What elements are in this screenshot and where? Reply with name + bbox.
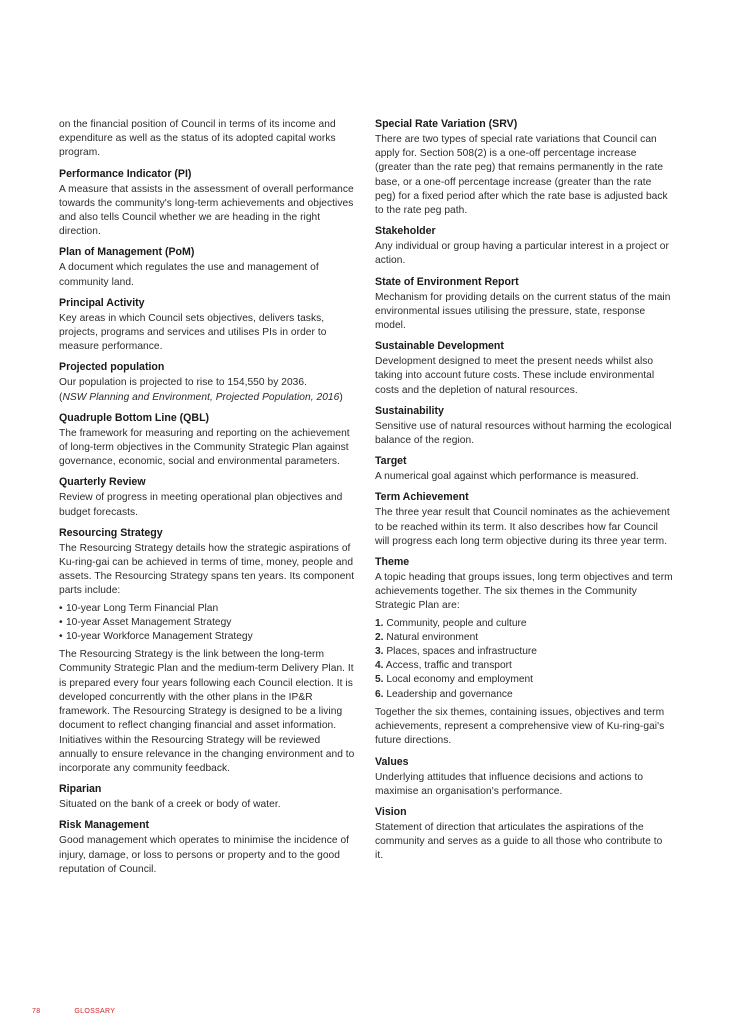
- component-list: [59, 602, 357, 645]
- glossary-entry-continued: [59, 118, 357, 161]
- continued-definition: on the financial position of Council in terms of its income and expenditure as well as the status of its adopted capital works program.: [59, 119, 336, 159]
- glossary-entry-plan-of-management: [59, 246, 357, 289]
- term-heading: Plan of Management (PoM): [59, 246, 195, 259]
- term-heading: Risk Management: [59, 819, 150, 832]
- themes-list: [375, 617, 673, 702]
- glossary-entry-principal-activity: [59, 297, 357, 355]
- glossary-entry-performance-indicator: [59, 168, 357, 240]
- glossary-entry-term-achievement: [375, 491, 673, 549]
- term-definition: A topic heading that groups issues, long term objectives and term achievements together. The six themes in the Community Strategic Plan are:: [375, 572, 673, 612]
- list-item: [375, 659, 673, 673]
- glossary-entry-resourcing-strategy: [59, 527, 357, 776]
- glossary-right-column: [375, 118, 673, 871]
- page-footer: [32, 1008, 115, 1015]
- term-definition: Development designed to meet the present needs whilst also taking into account future costs. These include environmental costs and the depletion of natural resources.: [375, 356, 655, 396]
- list-item-text: Access, traffic and transport: [385, 660, 512, 672]
- term-definition: Review of progress in meeting operational plan objectives and budget forecasts.: [59, 492, 343, 518]
- term-heading: Riparian: [59, 783, 102, 796]
- list-number: 3.: [375, 646, 384, 658]
- term-heading: Resourcing Strategy: [59, 526, 163, 539]
- list-item: [375, 631, 673, 645]
- term-heading: State of Environment Report: [375, 275, 519, 288]
- term-definition: The Resourcing Strategy details how the strategic aspirations of Ku-ring-gai can be achieved in terms of time, money, people and assets. The Resourcing Strategy spans ten years. Its component parts include:: [59, 542, 355, 597]
- term-definition: The framework for measuring and reporting on the achievement of long-term objectives in the Community Strategic Plan against governance, economic, social and environmental parameters.: [59, 427, 350, 468]
- glossary-entry-values: [375, 756, 673, 799]
- list-item: [375, 688, 673, 702]
- list-item-text: Places, spaces and infrastructure: [386, 646, 537, 658]
- list-number: 4.: [375, 660, 384, 672]
- term-heading: Values: [375, 755, 409, 768]
- list-item: [59, 602, 357, 616]
- term-heading: Principal Activity: [59, 296, 145, 309]
- bullet: •: [59, 602, 63, 614]
- glossary-entry-sustainability: [375, 405, 673, 448]
- list-item: [59, 630, 357, 644]
- term-heading: Term Achievement: [375, 491, 469, 504]
- section-label: GLOSSARY: [74, 1008, 116, 1015]
- term-heading: Quadruple Bottom Line (QBL): [59, 411, 210, 424]
- glossary-entry-vision: [375, 806, 673, 864]
- term-definition: There are two types of special rate variations that Council can apply for. Section 508(2) is a one-off percentage increase (greater than the rate peg) that remains permanently in the rate base, or a one-off percentage increase (greater than the rate peg) for a fixed period after which the rate base is adjusted back to the rate peg path.: [375, 134, 668, 217]
- term-definition: Sensitive use of natural resources without harming the ecological balance of the region.: [375, 420, 672, 447]
- bullet: •: [59, 631, 63, 643]
- close-paren: ): [339, 391, 343, 403]
- glossary-entry-state-of-environment-report: [375, 276, 673, 334]
- glossary-entry-risk-management: [59, 819, 357, 877]
- term-heading: Target: [375, 455, 407, 468]
- glossary-entry-quarterly-review: [59, 476, 357, 519]
- glossary-entry-stakeholder: [375, 225, 673, 268]
- term-heading: Projected population: [59, 361, 165, 374]
- bullet: •: [59, 616, 63, 628]
- definition-text: Our population is projected to rise to 154,550 by 2036.: [59, 377, 307, 389]
- term-heading: Stakeholder: [375, 225, 436, 238]
- glossary-entry-quadruple-bottom-line: [59, 412, 357, 470]
- glossary-entry-theme: [375, 556, 673, 748]
- term-heading: Special Rate Variation (SRV): [375, 118, 518, 130]
- list-item-text: Natural environment: [386, 631, 479, 643]
- list-number: 5.: [375, 674, 384, 686]
- list-item-text: 10-year Workforce Management Strategy: [66, 631, 253, 643]
- glossary-entry-projected-population: [59, 361, 357, 404]
- source-citation: NSW Planning and Environment, Projected Population, 2016: [62, 391, 340, 403]
- term-heading: Theme: [375, 556, 410, 569]
- term-definition-continued: The Resourcing Strategy is the link between the long-term Community Strategic Plan and the medium-term Delivery Plan. It is prepared every four years following each Council election. It is developed concurrently with the other plans in the IP&R framework. The Resourcing Strategy is designed to be a living document to reflect changing financial and asset information. Initiatives within the Resourcing Strategy will be reviewed annually to ensure relevance in the changing environment and to incorporate any community feedback.: [59, 649, 355, 774]
- list-item: [59, 616, 357, 630]
- list-item-text: Local economy and employment: [386, 674, 534, 686]
- term-heading: Sustainable Development: [375, 340, 504, 353]
- glossary-entry-target: [375, 455, 673, 484]
- term-definition: [59, 376, 357, 404]
- term-definition: A document which regulates the use and management of community land.: [59, 262, 319, 288]
- list-item: [375, 617, 673, 631]
- term-definition: Good management which operates to minimise the incidence of injury, damage, or loss to persons or property and to the good reputation of Council.: [59, 835, 350, 875]
- term-definition: Situated on the bank of a creek or body of water.: [59, 799, 281, 811]
- term-definition: A numerical goal against which performance is measured.: [375, 471, 639, 483]
- list-number: 2.: [375, 631, 384, 643]
- list-item-text: 10-year Long Term Financial Plan: [66, 602, 219, 614]
- open-paren: (: [59, 391, 63, 403]
- term-heading: Performance Indicator (PI): [59, 167, 192, 180]
- term-heading: Sustainability: [375, 404, 444, 417]
- list-item-text: Community, people and culture: [386, 617, 527, 629]
- glossary-entry-special-rate-variation: [375, 118, 673, 218]
- glossary-entry-riparian: [59, 783, 357, 812]
- list-item-text: 10-year Asset Management Strategy: [66, 616, 232, 628]
- list-item: [375, 673, 673, 687]
- list-item: [375, 645, 673, 659]
- term-heading: Vision: [375, 805, 407, 818]
- term-definition: A measure that assists in the assessment of overall performance towards the community's long-term achievements and objectives and also tells Council whether we are heading in the right direction.: [59, 183, 354, 238]
- list-item-text: Leadership and governance: [386, 688, 513, 700]
- term-definition: Any individual or group having a particular interest in a project or action.: [375, 241, 669, 267]
- list-number: 1.: [375, 617, 384, 629]
- page-number: 78: [32, 1008, 41, 1015]
- term-definition: Key areas in which Council sets objectives, delivers tasks, projects, programs and services and utilises PIs in order to measure performance.: [59, 312, 327, 353]
- list-number: 6.: [375, 688, 384, 700]
- glossary-entry-sustainable-development: [375, 340, 673, 398]
- term-definition: Mechanism for providing details on the current status of the main environmental issues utilising the pressure, state, response model.: [375, 291, 671, 332]
- term-definition: Underlying attitudes that influence decisions and actions to maximise an organisation's performance.: [375, 771, 644, 797]
- term-definition: Statement of direction that articulates the aspirations of the community and serves as a guide to all those who contribute to it.: [375, 821, 663, 862]
- term-heading: Quarterly Review: [59, 476, 146, 489]
- glossary-left-column: [59, 118, 357, 884]
- term-definition-continued: Together the six themes, containing issues, objectives and term achievements, represent a comprehensive view of Ku-ring-gai's future directions.: [375, 706, 665, 747]
- term-definition: The three year result that Council nominates as the achievement to be reached within its term. It also describes how far Council will progress each long term objective during its three year term.: [375, 507, 670, 547]
